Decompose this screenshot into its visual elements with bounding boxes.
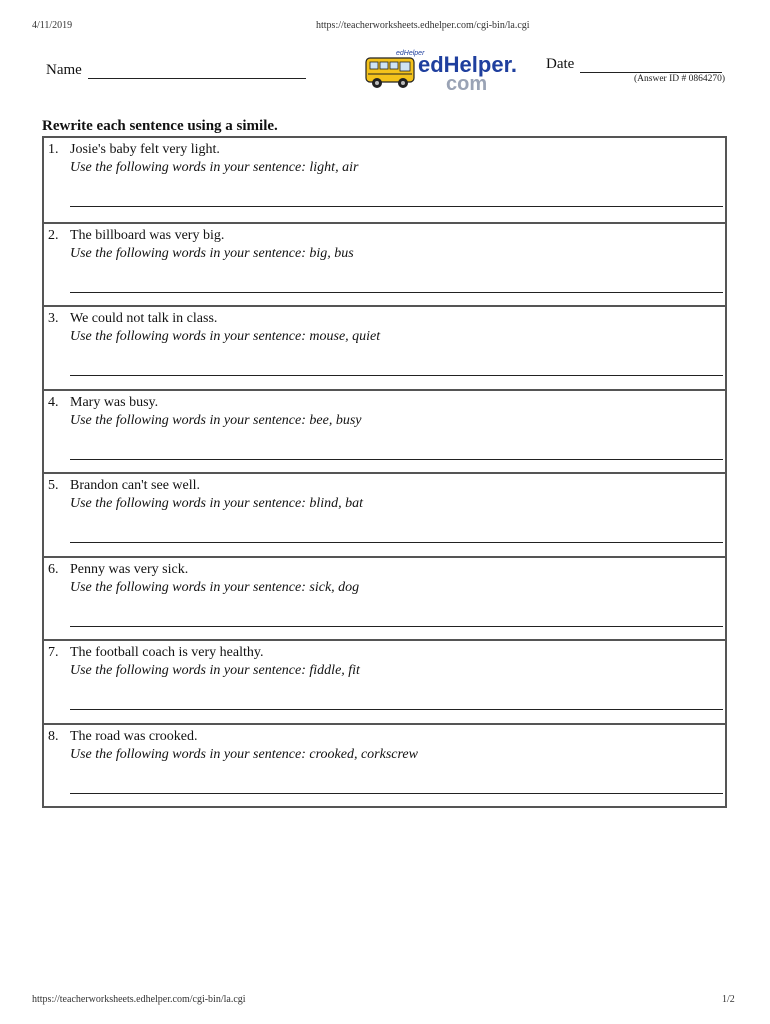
question-sentence: We could not talk in class. [70, 311, 218, 326]
question-hint: Use the following words in your sentence: mouse, quiet [70, 329, 381, 344]
question-number: 1. [48, 142, 59, 157]
answer-line [70, 292, 723, 293]
question-item [44, 723, 725, 807]
header-url: https://teacherworksheets.edhelper.com/cgi-bin/la.cgi [316, 20, 530, 31]
question-item [44, 305, 725, 389]
question-sentence: The football coach is very healthy. [70, 645, 264, 660]
question-hint: Use the following words in your sentence: crooked, corkscrew [70, 746, 418, 762]
name-field [46, 62, 306, 79]
question-number: 5. [48, 478, 59, 493]
question-sentence: Mary was busy. [70, 394, 159, 410]
date-field [546, 56, 722, 73]
question-item [44, 222, 725, 306]
question-sentence: The road was crooked. [70, 728, 198, 744]
question-number: 2. [48, 227, 59, 243]
date-label: Date [546, 56, 575, 72]
instructions: Rewrite each sentence using a simile. [42, 118, 278, 134]
logo-text-main: edHelper. [418, 52, 518, 77]
question-number: 4. [48, 394, 59, 410]
question-hint: Use the following words in your sentence: fiddle, fit [70, 663, 360, 678]
question-hint: Use the following words in your sentence: light, air [70, 160, 359, 175]
name-label: Name [46, 62, 82, 78]
answer-line [70, 542, 723, 543]
name-blank-line [88, 64, 306, 79]
question-item [44, 639, 725, 723]
logo-text-sub: com [446, 73, 488, 95]
footer-url: https://teacherworksheets.edhelper.com/cgi-bin/la.cgi [32, 994, 246, 1005]
answer-line [70, 206, 723, 207]
question-number: 6. [48, 561, 59, 577]
question-number: 7. [48, 645, 59, 660]
answer-line [70, 709, 723, 710]
edhelper-logo [364, 44, 518, 96]
answer-id: (Answer ID # 0864270) [634, 74, 726, 84]
page-number: 1/2 [722, 994, 735, 1005]
question-item [44, 556, 725, 640]
question-hint: Use the following words in your sentence: big, bus [70, 245, 354, 261]
date-blank-line [580, 58, 722, 73]
question-hint: Use the following words in your sentence: blind, bat [70, 496, 364, 511]
question-hint: Use the following words in your sentence: bee, busy [70, 412, 362, 428]
logo-bus-text: edHelper [396, 50, 425, 57]
question-sentence: Josie's baby felt very light. [70, 142, 220, 157]
question-number: 3. [48, 311, 59, 326]
print-date: 4/11/2019 [32, 20, 73, 31]
question-list [42, 136, 727, 808]
answer-line [70, 459, 723, 460]
answer-line [70, 793, 723, 794]
answer-line [70, 375, 723, 376]
question-item [44, 138, 725, 222]
question-item [44, 389, 725, 473]
question-sentence: Brandon can't see well. [70, 478, 201, 493]
question-sentence: The billboard was very big. [70, 227, 225, 243]
question-number: 8. [48, 728, 59, 744]
answer-line [70, 626, 723, 627]
school-bus-icon [366, 58, 414, 88]
question-hint: Use the following words in your sentence: sick, dog [70, 579, 360, 595]
question-item [44, 472, 725, 556]
question-sentence: Penny was very sick. [70, 561, 189, 577]
